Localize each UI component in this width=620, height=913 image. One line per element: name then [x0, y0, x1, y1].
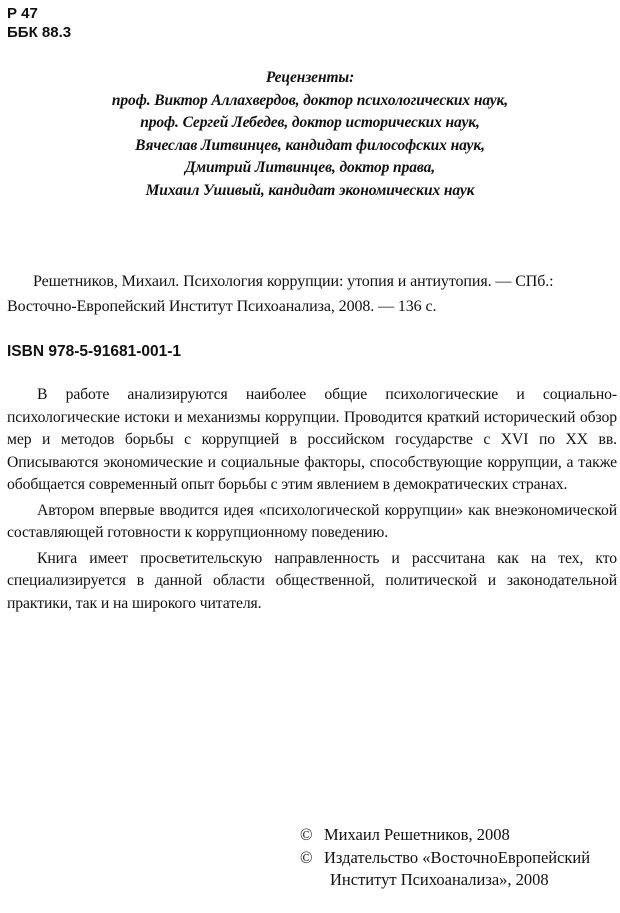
bbk-code: ББК 88.3: [7, 24, 72, 41]
udc-code: Р 47: [7, 5, 38, 22]
classification-codes: [7, 4, 71, 42]
copyright-author: [300, 824, 590, 847]
copyright-publisher-continuation: Институт Психоанализа», 2008: [330, 870, 549, 889]
abstract-paragraph: Книга имеет просветительскую направленность и рассчитана как на тех, кто специализируется в данной области общественной, политической и законодательной практики, так и на широкого читателя.: [7, 549, 617, 612]
reviewer-line: Вячеслав Литвинцев, кандидат философских наук,: [135, 136, 485, 154]
bibliographic-entry: [7, 269, 619, 319]
abstract-paragraph: В работе анализируются наиболее общие психологические и социально-психологические истоки и механизмы коррупции. Проводится краткий исторический обзор мер и методов борьбы с коррупцией в российском государстве с XVI по XX вв. Описываются экономические и социальные факторы, способствующие коррупции, а также обобщается современный опыт борьбы с этим явлением в демократических странах.: [7, 386, 617, 493]
copyright-publisher: [300, 847, 590, 870]
copyright-publisher-text: Издательство «ВосточноЕвропейский: [324, 847, 591, 867]
copyright-author-text: Михаил Решетников, 2008: [324, 825, 510, 844]
isbn-number: ISBN 978-5-91681-001-1: [7, 343, 182, 360]
reviewer-line: проф. Виктор Аллахвердов, доктор психологических наук,: [111, 91, 509, 109]
abstract: [7, 384, 617, 615]
copyright-block: [300, 824, 590, 892]
abstract-paragraph: Автором впервые вводится идея «психологической коррупции» как внеэкономической составляющей готовности к коррупционному поведению.: [7, 501, 617, 541]
reviewer-line: Дмитрий Литвинцев, доктор права,: [184, 159, 436, 176]
bibliographic-line-2: Восточно-Европейский Институт Психоанализа, 2008. — 136 с.: [7, 298, 437, 315]
reviewers-block: [80, 67, 540, 202]
reviewer-line: проф. Сергей Лебедев, доктор исторических наук,: [140, 114, 480, 131]
reviewers-title: Рецензенты:: [265, 69, 355, 86]
reviewer-line: Михаил Ушивый, кандидат экономических наук: [145, 181, 475, 199]
copyright-symbol: ©: [300, 825, 313, 844]
bibliographic-line-1: Решетников, Михаил. Психология коррупции: утопия и антиутопия. — СПб.:: [33, 273, 554, 290]
copyright-symbol: ©: [300, 847, 313, 867]
